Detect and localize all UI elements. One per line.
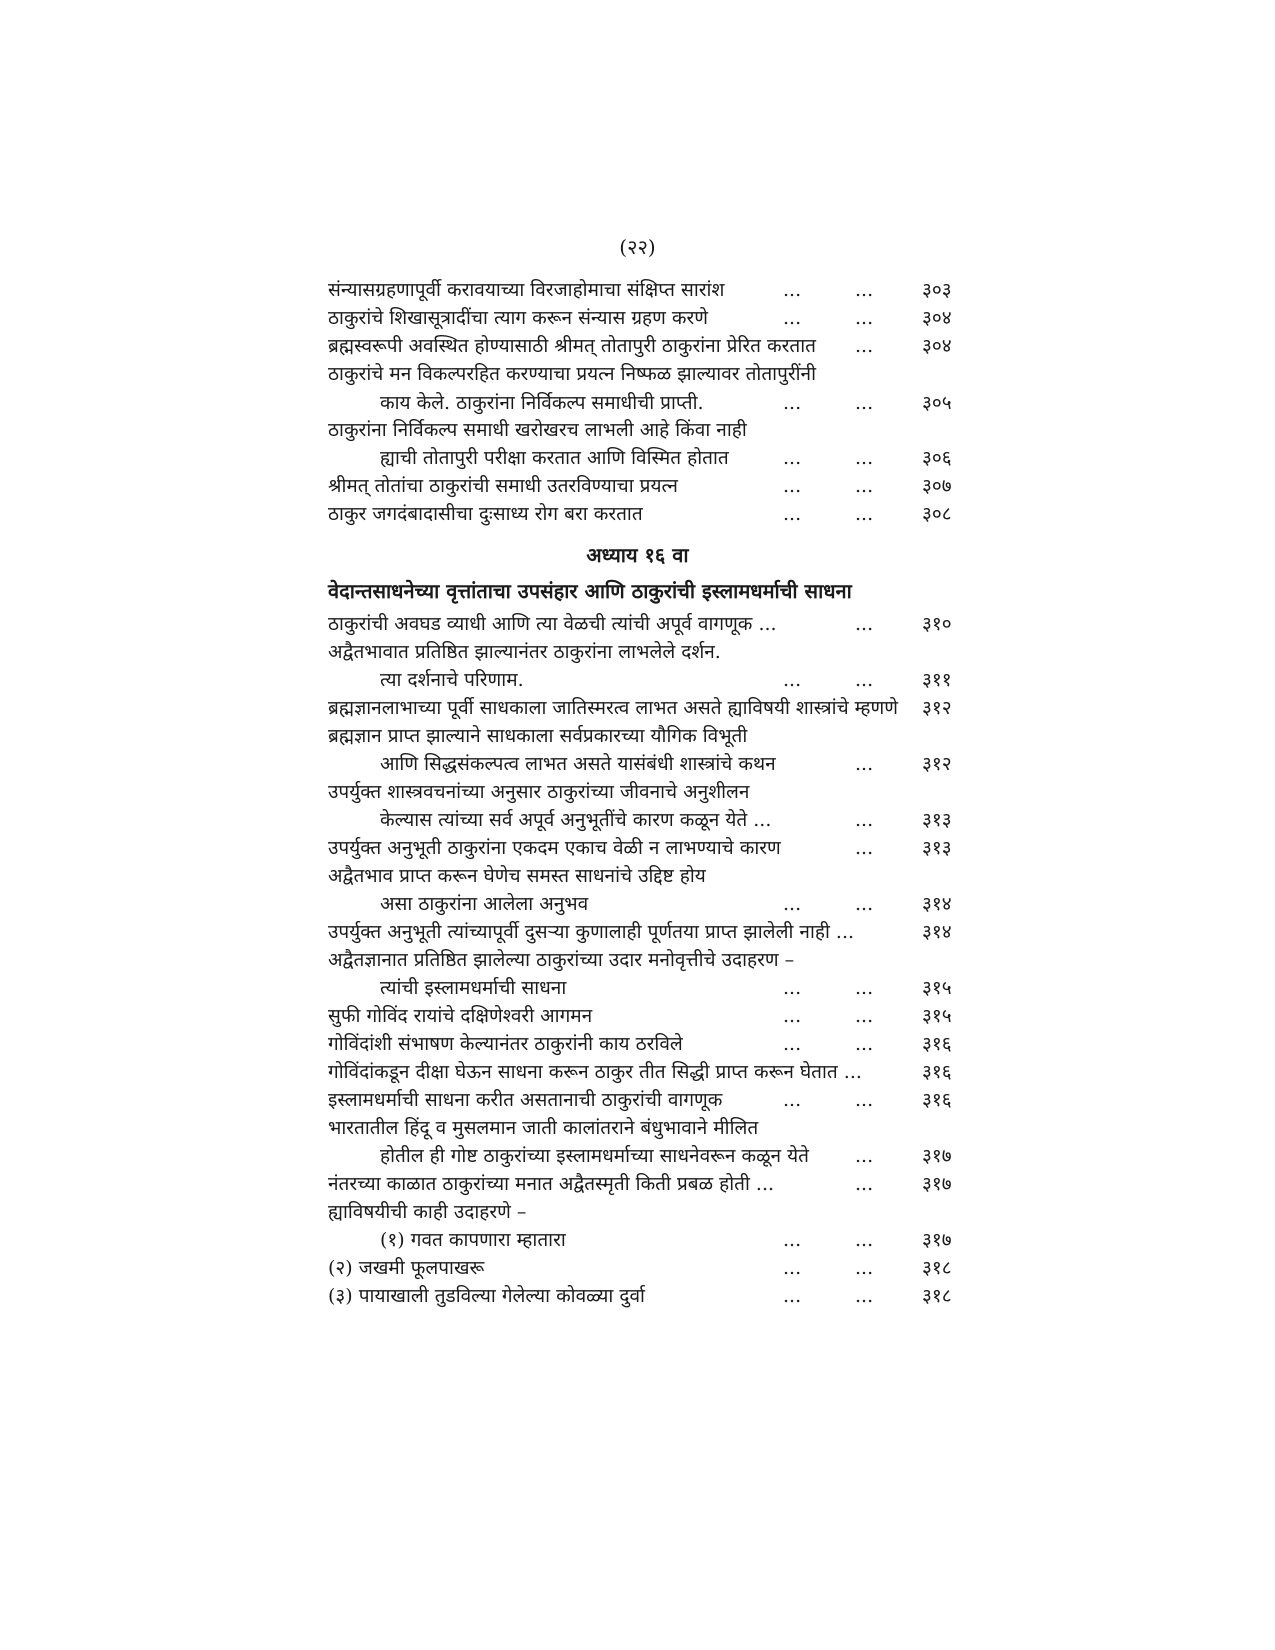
- toc-entry-page: ३१२: [922, 753, 952, 775]
- toc-entry-text: अद्वैतभाव प्राप्त करून घेणेच समस्त साधनांचे उद्दिष्ट होय: [328, 865, 706, 887]
- toc-entry-text: ठाकुरांचे मन विकल्परहित करण्याचा प्रयत्न निष्फळ झाल्यावर तोतापुरींनी: [328, 363, 817, 385]
- chapter-title: वेदान्तसाधनेच्या वृत्तांताचा उपसंहार आणि ठाकुरांची इस्लामधर्माची साधना: [328, 579, 852, 603]
- toc-entry-text: गोविंदांकडून दीक्षा घेऊन साधना करून ठाकुर तीत सिद्धी प्राप्त करून घेतात ...: [328, 1061, 862, 1083]
- toc-entry-text: ह्याविषयीची काही उदाहरणे –: [328, 1201, 527, 1223]
- toc-entry-leader-2: ...: [855, 392, 874, 414]
- toc-entry-leader-1: ...: [783, 893, 802, 915]
- toc-entry-leader-1: ...: [783, 1229, 802, 1251]
- toc-entry-text: काय केले. ठाकुरांना निर्विकल्प समाधीची प्राप्ती.: [380, 392, 704, 414]
- toc-entry-text: (३) पायाखाली तुडविल्या गेलेल्या कोवळ्या दुर्वा: [328, 1285, 645, 1307]
- toc-entry-text: गोविंदांशी संभाषण केल्यानंतर ठाकुरांनी काय ठरविले: [328, 1033, 683, 1055]
- toc-entry-leader-1: ...: [783, 503, 802, 525]
- toc-entry-leader-2: ...: [855, 669, 874, 691]
- toc-entry-page: ३०६: [922, 447, 952, 469]
- toc-entry-leader-1: ...: [783, 307, 802, 329]
- toc-entry-leader-2: ...: [855, 307, 874, 329]
- toc-entry-page: ३१६: [922, 1061, 952, 1083]
- toc-entry-leader-2: ...: [855, 475, 874, 497]
- toc-entry-leader-1: ...: [783, 1033, 802, 1055]
- toc-entry-leader-2: ...: [855, 977, 874, 999]
- toc-entry-leader-2: ...: [855, 279, 874, 301]
- toc-entry-page: ३१८: [922, 1257, 952, 1279]
- toc-entry-leader-2: ...: [855, 335, 874, 357]
- toc-entry-page: ३१५: [922, 1005, 952, 1027]
- toc-entry-leader-1: ...: [783, 977, 802, 999]
- toc-entry-page: ३१४: [922, 921, 952, 943]
- toc-entry-page: ३०४: [922, 335, 952, 357]
- toc-entry-text: उपर्युक्त अनुभूती त्यांच्यापूर्वी दुसऱ्या कुणालाही पूर्णतया प्राप्त झालेली नाही ...: [328, 921, 855, 943]
- toc-entry-text: इस्लामधर्माची साधना करीत असतानाची ठाकुरांची वागणूक: [328, 1089, 723, 1111]
- toc-entry-page: ३०५: [922, 392, 952, 414]
- toc-entry-leader-2: ...: [855, 503, 874, 525]
- toc-entry-text: ठाकुर जगदंबादासीचा दुःसाध्य रोग बरा करतात: [328, 503, 643, 525]
- toc-entry-leader-1: ...: [783, 1257, 802, 1279]
- toc-entry-page: ३१७: [922, 1173, 952, 1195]
- toc-entry-page: ३१२: [922, 697, 952, 719]
- toc-entry-page: ३०३: [922, 279, 952, 301]
- toc-entry-text: सुफी गोविंद रायांचे दक्षिणेश्वरी आगमन: [328, 1005, 593, 1027]
- toc-entry-leader-1: ...: [783, 669, 802, 691]
- page-number: (२२): [619, 235, 656, 259]
- toc-entry-page: ३०७: [922, 475, 952, 497]
- toc-entry-leader-1: ...: [783, 1089, 802, 1111]
- toc-entry-text: केल्यास त्यांच्या सर्व अपूर्व अनुभूतींचे कारण कळून येते ...: [380, 809, 772, 831]
- toc-entry-page: ३११: [922, 669, 952, 691]
- toc-entry-leader-1: ...: [783, 475, 802, 497]
- chapter-heading: अध्याय १६ वा: [586, 543, 689, 567]
- toc-entry-leader-2: ...: [855, 1257, 874, 1279]
- toc-entry-leader-2: ...: [855, 1005, 874, 1027]
- toc-entry-leader-2: ...: [855, 1229, 874, 1251]
- toc-entry-text: ठाकुरांना निर्विकल्प समाधी खरोखरच लाभली आहे किंवा नाही: [328, 419, 747, 441]
- toc-entry-leader-2: ...: [855, 1145, 874, 1167]
- toc-entry-text: अद्वैतज्ञानात प्रतिष्ठित झालेल्या ठाकुरांच्या उदार मनोवृत्तीचे उदाहरण –: [328, 949, 795, 971]
- toc-entry-leader-2: ...: [855, 809, 874, 831]
- toc-entry-leader-2: ...: [855, 1285, 874, 1307]
- toc-entry-leader-1: ...: [783, 1285, 802, 1307]
- toc-entry-leader-2: ...: [855, 753, 874, 775]
- toc-entry-page: ३१३: [922, 809, 952, 831]
- toc-entry-text: उपर्युक्त अनुभूती ठाकुरांना एकदम एकाच वेळी न लाभण्याचे कारण: [328, 837, 781, 859]
- toc-entry-page: ३०८: [922, 503, 952, 525]
- toc-entry-text: ब्रह्मज्ञानलाभाच्या पूर्वी साधकाला जातिस्मरत्व लाभत असते ह्याविषयी शास्त्रांचे म्हणणे: [328, 697, 898, 719]
- toc-entry-text: ब्रह्मस्वरूपी अवस्थित होण्यासाठी श्रीमत् तोतापुरी ठाकुरांना प्रेरित करतात: [328, 335, 816, 357]
- toc-entry-leader-1: ...: [783, 1005, 802, 1027]
- toc-entry-leader-2: ...: [855, 447, 874, 469]
- toc-entry-text: होतील ही गोष्ट ठाकुरांच्या इस्लामधर्माच्या साधनेवरून कळून येते: [380, 1145, 809, 1167]
- toc-entry-page: ३१६: [922, 1089, 952, 1111]
- toc-entry-text: संन्यासग्रहणापूर्वी करावयाच्या विरजाहोमाचा संक्षिप्त सारांश: [328, 279, 725, 301]
- toc-entry-page: ३१४: [922, 893, 952, 915]
- toc-entry-leader-2: ...: [855, 1089, 874, 1111]
- toc-entry-leader-2: ...: [855, 1173, 874, 1195]
- toc-entry-leader-1: ...: [783, 447, 802, 469]
- toc-entry-page: ३१७: [922, 1229, 952, 1251]
- toc-entry-text: (२) जखमी फूलपाखरू: [328, 1257, 485, 1279]
- toc-entry-leader-2: ...: [855, 1033, 874, 1055]
- toc-entry-leader-2: ...: [855, 893, 874, 915]
- toc-entry-page: ३१७: [922, 1145, 952, 1167]
- toc-entry-leader-1: ...: [783, 392, 802, 414]
- toc-entry-leader-2: ...: [855, 837, 874, 859]
- toc-entry-text: ठाकुरांचे शिखासूत्रादींचा त्याग करून संन्यास ग्रहण करणे: [328, 307, 709, 329]
- toc-entry-text: त्यांची इस्लामधर्माची साधना: [380, 977, 567, 999]
- toc-entry-leader-1: ...: [783, 279, 802, 301]
- toc-entry-text: त्या दर्शनाचे परिणाम.: [380, 669, 524, 691]
- toc-entry-text: ब्रह्मज्ञान प्राप्त झाल्याने साधकाला सर्वप्रकारच्या यौगिक विभूती: [328, 725, 748, 747]
- toc-entry-text: आणि सिद्धसंकल्पत्व लाभत असते यासंबंधी शास्त्रांचे कथन: [380, 753, 776, 775]
- toc-entry-page: ३१६: [922, 1033, 952, 1055]
- toc-entry-leader-2: ...: [855, 613, 874, 635]
- toc-entry-page: ३१८: [922, 1285, 952, 1307]
- toc-entry-text: ह्याची तोतापुरी परीक्षा करतात आणि विस्मित होतात: [380, 447, 729, 469]
- toc-entry-text: उपर्युक्त शास्त्रवचनांच्या अनुसार ठाकुरांच्या जीवनाचे अनुशीलन: [328, 781, 750, 803]
- toc-entry-page: ३१५: [922, 977, 952, 999]
- toc-entry-page: ३१३: [922, 837, 952, 859]
- toc-entry-text: श्रीमत् तोतांचा ठाकुरांची समाधी उतरविण्याचा प्रयत्न: [328, 475, 678, 497]
- toc-entry-text: भारतातील हिंदू व मुसलमान जाती कालांतराने बंधुभावाने मीलित: [328, 1117, 759, 1139]
- toc-entry-text: नंतरच्या काळात ठाकुरांच्या मनात अद्वैतस्मृती किती प्रबळ होती ...: [328, 1173, 775, 1195]
- toc-entry-page: ३०४: [922, 307, 952, 329]
- toc-entry-text: (१) गवत कापणारा म्हातारा: [380, 1229, 566, 1251]
- toc-entry-text: असा ठाकुरांना आलेला अनुभव: [380, 893, 589, 915]
- toc-entry-text: अद्वैतभावात प्रतिष्ठित झाल्यानंतर ठाकुरांना लाभलेले दर्शन.: [328, 641, 721, 663]
- toc-entry-text: ठाकुरांची अवघड व्याधी आणि त्या वेळची त्यांची अपूर्व वागणूक ...: [328, 613, 777, 635]
- toc-entry-page: ३१०: [922, 613, 952, 635]
